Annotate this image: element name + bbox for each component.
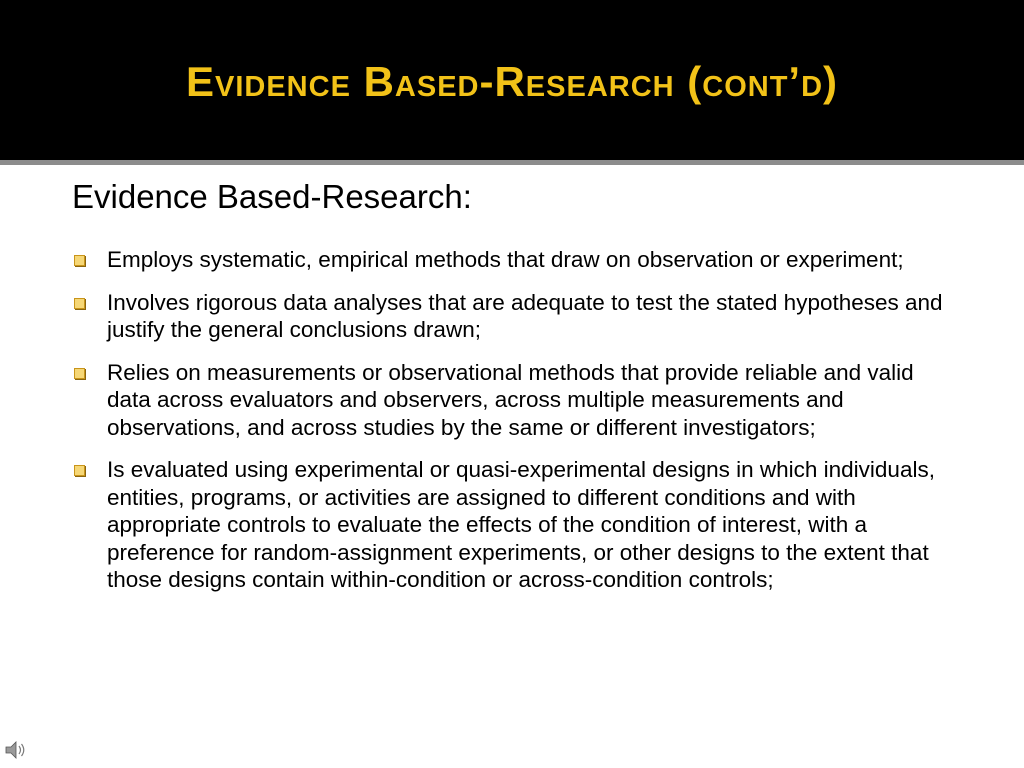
bullet-text: Is evaluated using experimental or quasi-experimental designs in which individuals, entities, programs, or activities are assigned to different conditions and with appropriate controls to evaluate the effects of the condition of interest, with a preference for random-assignment experiments, or other designs to the extent that those designs contain within-condition or across-condition controls; [107, 457, 935, 592]
bullet-list [72, 246, 952, 609]
slide-title: Evidence Based-Research (cont’d) [185, 58, 839, 105]
square-bullet-icon [74, 368, 85, 379]
bullet-item [72, 456, 952, 594]
bullet-text: Employs systematic, empirical methods that draw on observation or experiment; [107, 247, 904, 272]
bullet-item [72, 289, 952, 344]
bullet-item [72, 359, 952, 442]
square-bullet-icon [74, 298, 85, 309]
slide-subheading: Evidence Based-Research: [72, 178, 472, 215]
square-bullet-icon [74, 255, 85, 266]
bullet-text: Involves rigorous data analyses that are adequate to test the stated hypotheses and justify the general conclusions drawn; [107, 289, 943, 342]
title-band [0, 0, 1024, 160]
bullet-text: Relies on measurements or observational methods that provide reliable and valid data across evaluators and observers, across multiple measurements and observations, and across studies by the same or different investigators; [107, 359, 914, 440]
slide-body [0, 168, 1024, 768]
square-bullet-icon [74, 465, 85, 476]
speaker-icon[interactable] [4, 738, 28, 762]
bullet-item [72, 246, 952, 274]
